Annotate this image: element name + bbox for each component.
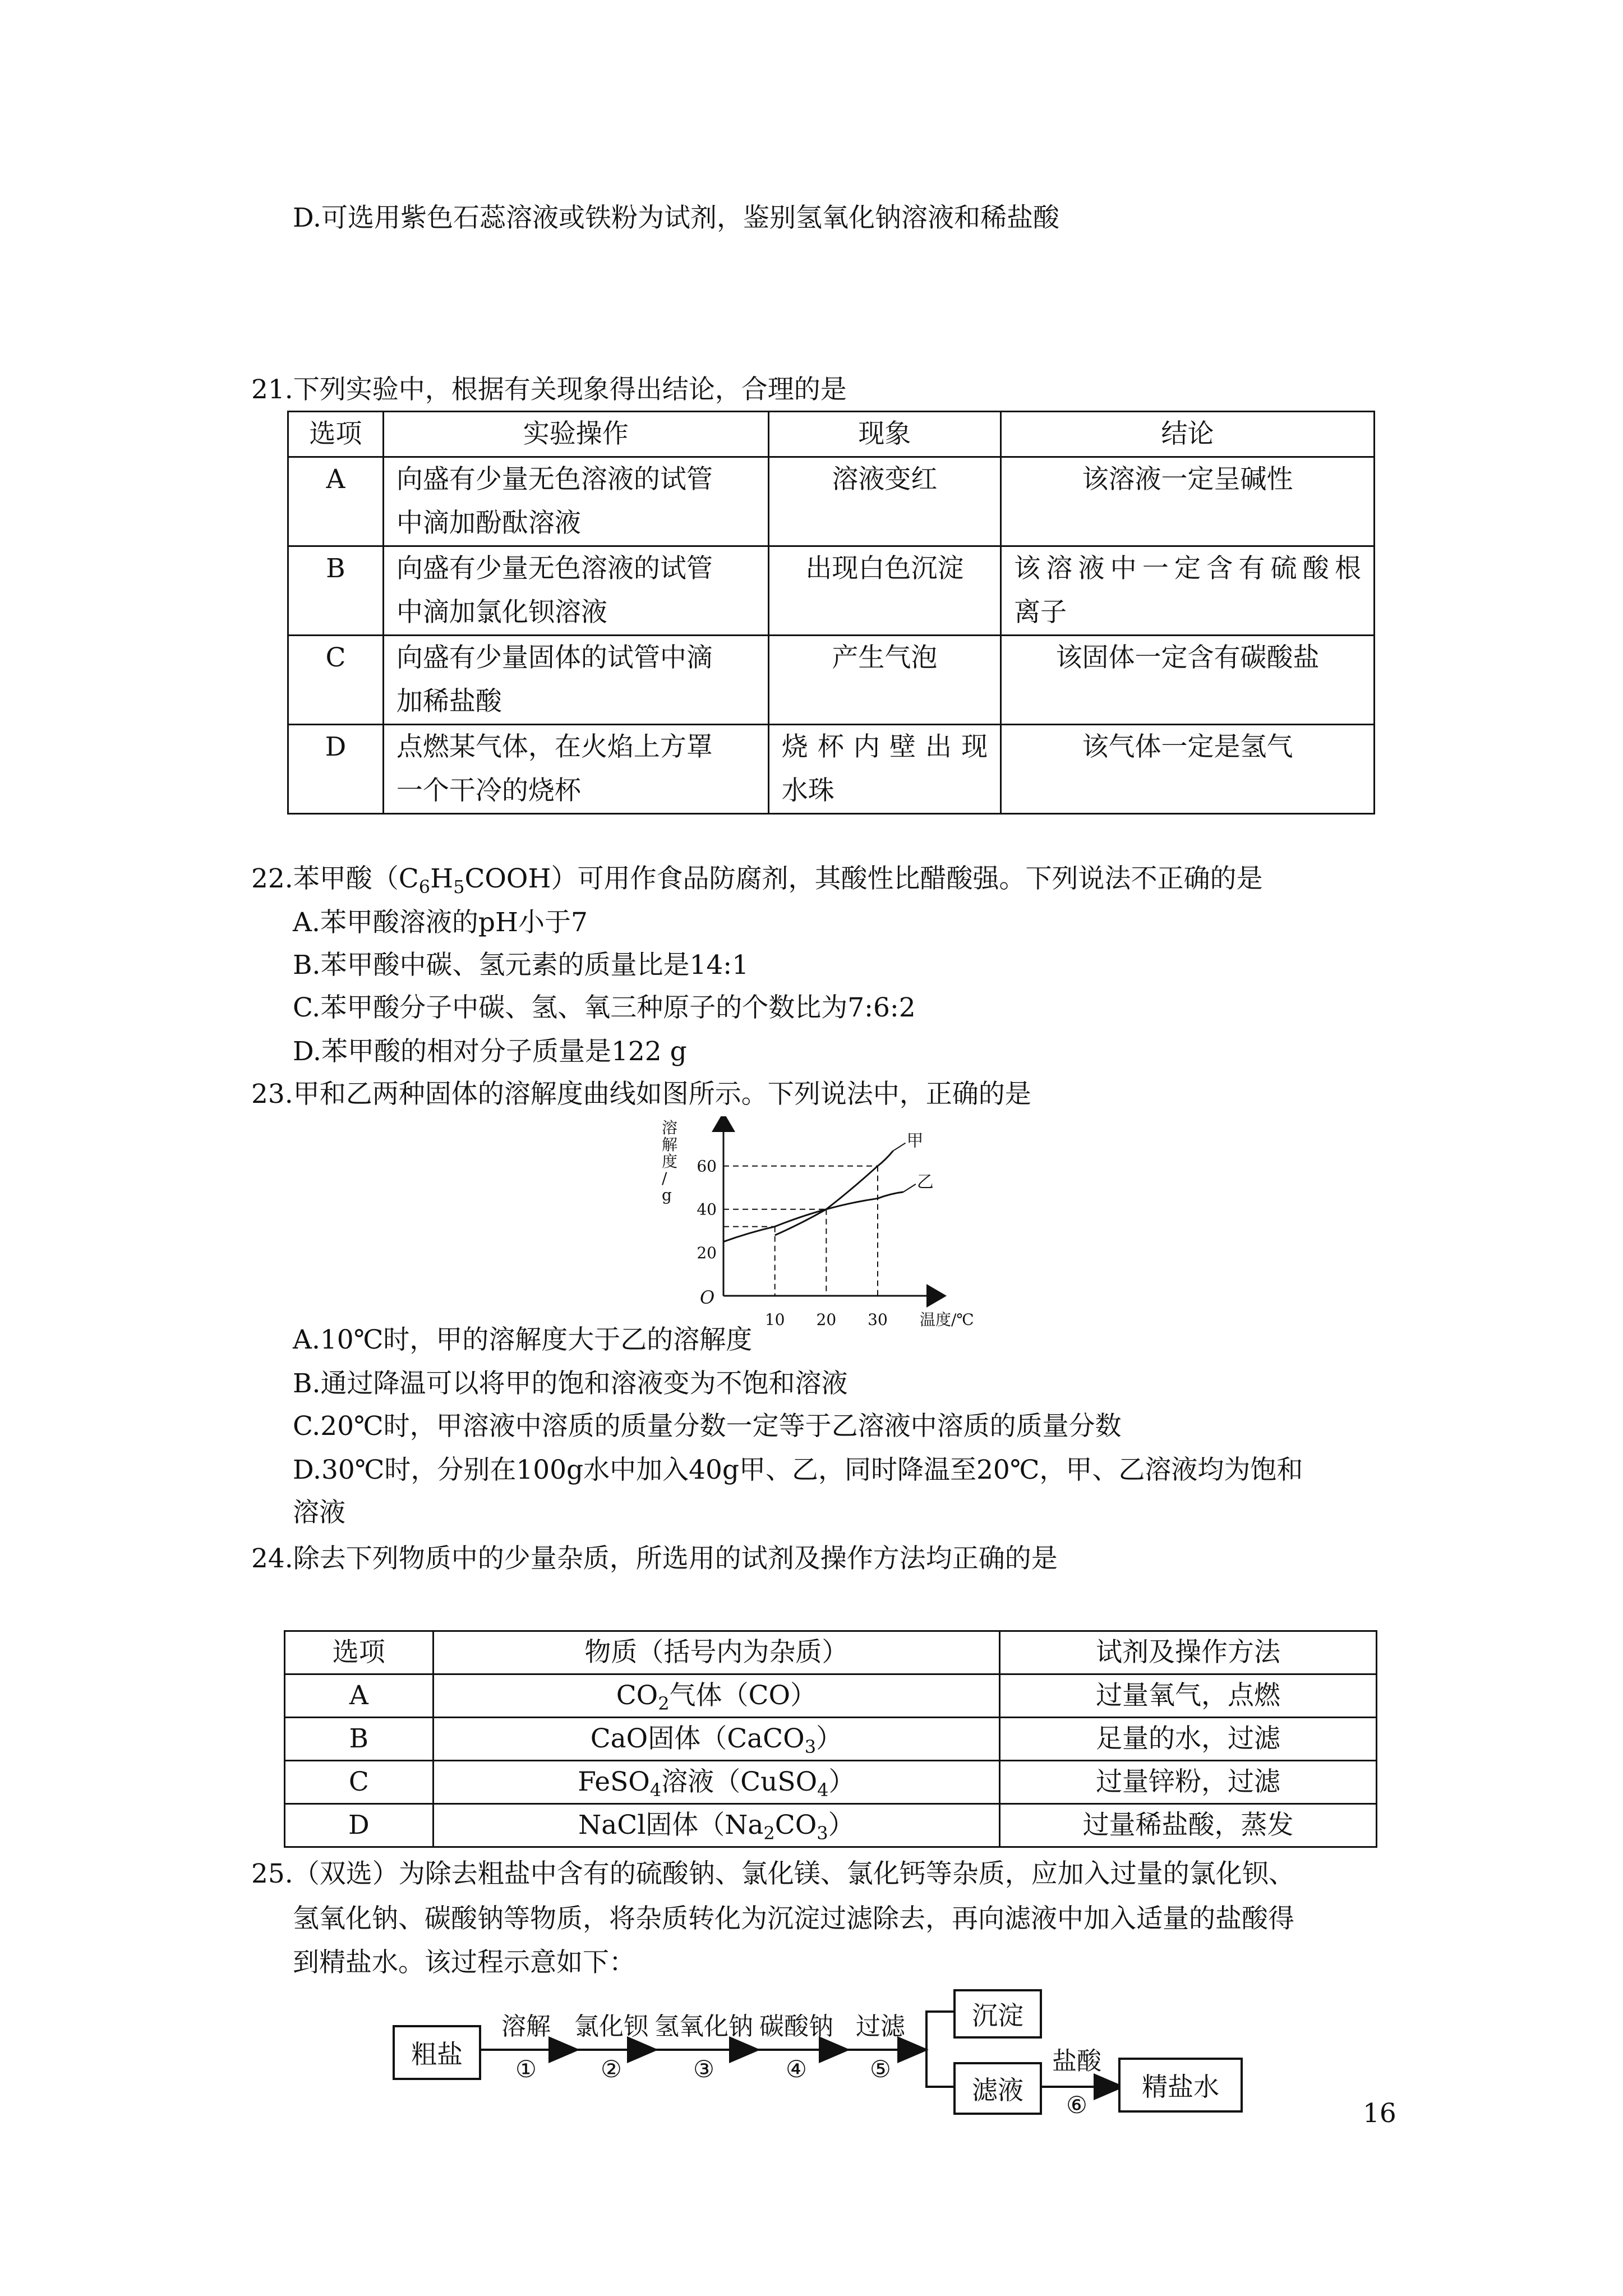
q22-option-d: D.苯甲酸的相对分子质量是122 g [293, 1036, 687, 1067]
flow-filtrate-box: 滤液 [953, 2062, 1042, 2115]
flow-step-label: 过滤 [856, 2012, 905, 2041]
q22-option-c: C.苯甲酸分子中碳、氢、氧三种原子的个数比为7:6:2 [293, 992, 916, 1023]
method-cell: 过量锌粉，过滤 [1000, 1761, 1377, 1804]
y-tick-label: 20 [697, 1243, 717, 1262]
operation-cell: 向盛有少量无色溶液的试管 中滴加氯化钡溶液 [383, 546, 768, 636]
q23-option-a: A.10℃时，甲的溶解度大于乙的溶解度 [293, 1324, 753, 1355]
operation-cell: 向盛有少量固体的试管中滴 加稀盐酸 [383, 636, 768, 725]
q24-header-method: 试剂及操作方法 [1000, 1631, 1377, 1674]
q23-option-b: B.通过降温可以将甲的饱和溶液变为不饱和溶液 [293, 1368, 848, 1399]
q25-line-3: 到精盐水。该过程示意如下： [293, 1947, 635, 1978]
y-axis-label-char: 溶 [662, 1119, 678, 1137]
series-label: 乙 [916, 1172, 934, 1192]
option-cell: A [285, 1674, 434, 1718]
flow-step-number: ⑤ [870, 2055, 891, 2083]
flow-acid-label: 盐酸 [1052, 2047, 1101, 2076]
flow-start-box: 粗盐 [393, 2025, 481, 2080]
q22-option-a: A.苯甲酸溶液的pH小于7 [293, 907, 588, 938]
flow-precipitate-box: 沉淀 [953, 1989, 1042, 2039]
flow-step-label: 氢氧化钠 [654, 2012, 753, 2041]
q24-header-substance: 物质（括号内为杂质） [433, 1631, 1000, 1674]
flow-acid-number: ⑥ [1066, 2091, 1087, 2119]
phenomenon-cell: 出现白色沉淀 [768, 546, 1000, 636]
q24-header-option: 选项 [285, 1631, 434, 1674]
y-axis-label-char: g [662, 1186, 672, 1204]
conclusion-cell: 该溶液一定呈碱性 [1001, 457, 1375, 546]
flow-step-number: ② [601, 2055, 622, 2083]
substance-cell: $CO_2$气体（CO） [433, 1674, 1000, 1718]
phenomenon-cell: 溶液变红 [768, 457, 1000, 546]
x-tick-label: 30 [868, 1310, 888, 1329]
phenomenon-cell: 产生气泡 [768, 636, 1000, 725]
option-cell: B [285, 1718, 434, 1761]
q25-line-2: 氢氧化钠、碳酸钠等物质，将杂质转化为沉淀过滤除去，再向滤液中加入适量的盐酸得 [293, 1903, 1294, 1934]
q21-header-phenomenon: 现象 [768, 412, 1000, 457]
q25-line-1: 25.（双选）为除去粗盐中含有的硫酸钠、氯化镁、氯化钙等杂质，应加入过量的氯化钡、 [251, 1858, 1295, 1889]
conclusion-cell: 该固体一定含有碳酸盐 [1001, 636, 1375, 725]
q23-option-d-continued: 溶液 [293, 1497, 345, 1528]
y-tick-label: 40 [697, 1200, 717, 1219]
flow-step-number: ③ [693, 2055, 714, 2083]
flow-step-label: 碳酸钠 [759, 2012, 833, 2041]
option-cell: A [288, 457, 384, 546]
x-tick-label: 20 [816, 1310, 837, 1329]
substance-cell: NaCl固体$(Na_2CO_3)$ [433, 1804, 1000, 1847]
q20-option-d: D.可选用紫色石蕊溶液或铁粉为试剂，鉴别氢氧化钠溶液和稀盐酸 [293, 203, 1059, 233]
q21-header-operation: 实验操作 [383, 412, 768, 457]
method-cell: 过量稀盐酸，蒸发 [1000, 1804, 1377, 1847]
conclusion-cell: 该气体一定是氢气 [1001, 725, 1375, 814]
flow-step-label: 氯化钡 [574, 2012, 648, 2041]
flow-step-label: 溶解 [501, 2012, 551, 2041]
q23-option-d: D.30℃时，分别在100g水中加入40g甲、乙，同时降温至20℃，甲、乙溶液均为饱和 [293, 1455, 1303, 1485]
q22-option-b: B.苯甲酸中碳、氢元素的质量比是14:1 [293, 950, 749, 981]
series-label: 甲 [906, 1131, 924, 1151]
operation-cell: 向盛有少量无色溶液的试管 中滴加酚酞溶液 [383, 457, 768, 546]
q21-header-conclusion: 结论 [1001, 412, 1375, 457]
conclusion-cell: 该溶液中一定含有硫酸根 离子 [1001, 546, 1375, 636]
y-tick-label: 60 [697, 1157, 717, 1176]
x-tick-label: 10 [764, 1310, 785, 1329]
y-axis-label-char: 度 [662, 1152, 678, 1171]
flow-end-box: 精盐水 [1118, 2058, 1243, 2113]
method-cell: 过量氧气，点燃 [1000, 1674, 1377, 1718]
y-axis-label-char: 解 [662, 1135, 678, 1154]
q24-stem: 24.除去下列物质中的少量杂质，所选用的试剂及操作方法均正确的是 [251, 1543, 1058, 1574]
substance-cell: FeSO$_4$溶液（CuSO$_4$） [433, 1761, 1000, 1804]
method-cell: 足量的水，过滤 [1000, 1718, 1377, 1761]
phenomenon-cell: 烧杯内壁出现 水珠 [768, 725, 1000, 814]
flow-step-number: ④ [786, 2055, 807, 2083]
option-cell: D [288, 725, 384, 814]
q21-header-option: 选项 [288, 412, 384, 457]
q22-stem: 22.苯甲酸$(C_6H_5COOH)$可用作食品防腐剂，其酸性比醋酸强。下列说法不正确的是 [251, 863, 1263, 898]
option-cell: C [288, 636, 384, 725]
flow-step-number: ① [515, 2055, 537, 2083]
x-axis-label: 温度/℃ [920, 1310, 974, 1329]
q23-stem: 23.甲和乙两种固体的溶解度曲线如图所示。下列说法中，正确的是 [251, 1079, 1031, 1110]
origin-label: O [700, 1287, 715, 1308]
substance-cell: CaO固体（CaCO$_3$） [433, 1718, 1000, 1761]
operation-cell: 点燃某气体，在火焰上方罩 一个干冷的烧杯 [383, 725, 768, 814]
q21-stem: 21.下列实验中，根据有关现象得出结论，合理的是 [251, 374, 847, 405]
option-cell: C [285, 1761, 434, 1804]
option-cell: B [288, 546, 384, 636]
option-cell: D [285, 1804, 434, 1847]
y-axis-label-char: / [662, 1169, 667, 1188]
page-number: 16 [1363, 2098, 1396, 2129]
q23-option-c: C.20℃时，甲溶液中溶质的质量分数一定等于乙溶液中溶质的质量分数 [293, 1411, 1122, 1442]
